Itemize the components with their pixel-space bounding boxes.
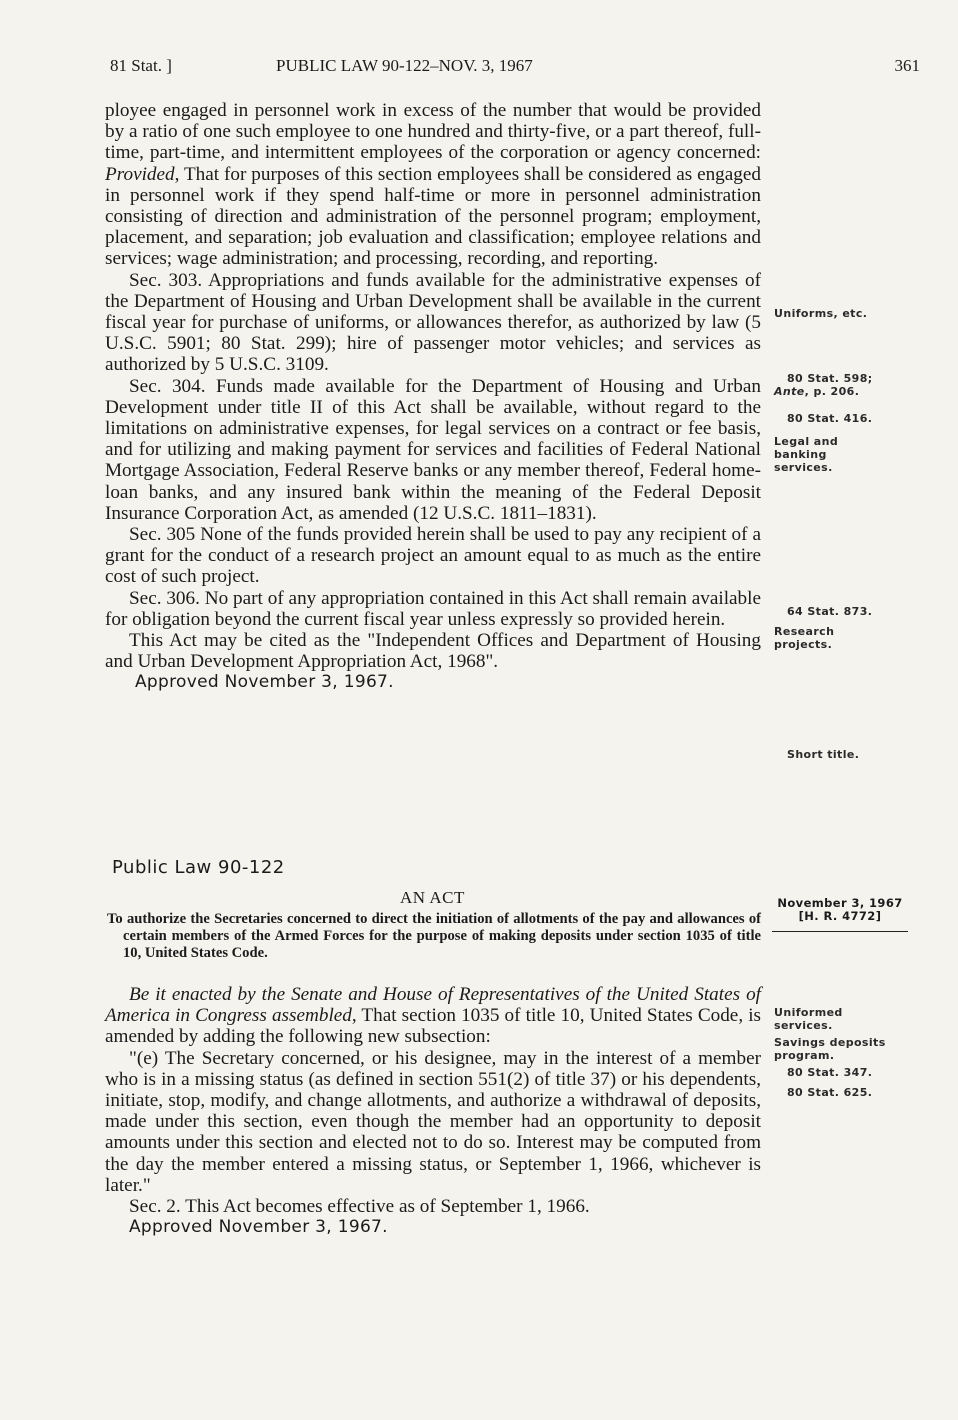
provided-italic: Provided xyxy=(105,163,175,185)
margin-note-legal: Legal and banking services. xyxy=(774,435,839,474)
act-purpose: To authorize the Secretaries concerned to direct the initiation of allotments of the pay and allowances of certain members of the Armed Forces for the purpose of making deposits under section 1035 of title 10, United States Code. xyxy=(107,911,761,962)
margin-stat-416: 80 Stat. 416. xyxy=(787,412,873,425)
margin-rule xyxy=(772,931,908,932)
section-304: Sec. 304. Funds made available for the Department of Housing and Urban Development under title II of this Act shall be available, without regard to the limitations on administrative expenses, for legal services on a contract or fee basis, and for utilizing and making payment for services and facilities of Federal National Mortgage Association, Federal Reserve banks or any member thereof, Federal home-loan banks, and any insured bank within the meaning of the Federal Deposit Insurance Corporation Act, as amended (12 U.S.C. 1811–1831). xyxy=(105,375,761,524)
margin-stat-347: 80 Stat. 347. xyxy=(787,1066,873,1079)
margin-ante: Ante xyxy=(774,385,805,398)
page-header xyxy=(110,56,920,80)
public-law-heading: Public Law 90-122 xyxy=(112,857,285,878)
statute-reference: 81 Stat. ] xyxy=(110,56,172,75)
subsection-e: "(e) The Secretary concerned, or his designee, may in the interest of a member who is in a missing status (as defined in section 551(2) of title 37) or his dependents, initiate, stop, modify, and change allotments, and authorize a withdrawal of deposits, made under this section, even though the member had an opportunity to deposit amounts under this section and elected not to do so. Interest may be computed from the day the member entered a missing status, or September 1, 1966, whichever is later." xyxy=(105,1047,761,1196)
margin-date: November 3, 1967 xyxy=(777,896,903,910)
margin-note-uniformed: Uniformed services. xyxy=(774,1006,843,1032)
margin-date-bill xyxy=(770,897,910,923)
page-number: 361 xyxy=(894,56,920,75)
running-title: PUBLIC LAW 90-122–NOV. 3, 1967 xyxy=(276,56,533,75)
section-306: Sec. 306. No part of any appropriation contained in this Act shall remain available for obligation beyond the current fiscal year unless expressly so provided herein. xyxy=(105,587,761,630)
main-text-part2 xyxy=(105,984,761,1238)
margin-bill-number: [H. R. 4772] xyxy=(798,909,882,923)
margin-note-citations: 80 Stat. 598; Ante, p. 206. xyxy=(774,372,914,398)
section-305: Sec. 305 None of the funds provided herein shall be used to pay any recipient of a grant for the conduct of a research project an amount equal to as much as the entire cost of such project. xyxy=(105,524,761,588)
section-303: Sec. 303. Appropriations and funds available for the administrative expenses of the Department of Housing and Urban Development shall be available in the current fiscal year for purchase of uniforms, or allowances therefor, as authorized by law (5 U.S.C. 5901; 80 Stat. 299); hire of passenger motor vehicles; and services as authorized by 5 U.S.C. 3109. xyxy=(105,269,761,376)
approved-line: Approved November 3, 1967. xyxy=(135,672,394,693)
approved-line-2: Approved November 3, 1967. xyxy=(129,1217,388,1238)
margin-note-savings: Savings deposits program. xyxy=(774,1036,886,1062)
section-2: Sec. 2. This Act becomes effective as of September 1, 1966. xyxy=(129,1196,590,1218)
margin-stat-625: 80 Stat. 625. xyxy=(787,1086,873,1099)
paragraph-continued: ployee engaged in personnel work in excess of the number that would be provided by a ratio of one such employee to one hundred and thirty-five, or a part thereof, full-time, part-time, and intermittent employees of the corporation or agency concerned: Provided, That for purposes of this section employees shall be considered as engaged in personnel work if they spend half-time or more in personnel administration consisting of direction and administration of the personnel program; employment, placement, and separation; job evaluation and classification; employee relations and services; wage administration; and processing, recording, and reporting. xyxy=(105,100,761,270)
margin-stat-598: 80 Stat. 598; xyxy=(787,372,873,385)
an-act-title: AN ACT xyxy=(400,888,465,907)
enacting-clause: Be it enacted by the Senate and House of Representatives of the United States of America in Congress assembled, That section 1035 of title 10, United States Code, is amended by adding the following new subsection: xyxy=(105,984,761,1048)
main-text-part1 xyxy=(105,100,761,694)
margin-stat-873: 64 Stat. 873. xyxy=(787,605,873,618)
margin-note-research: Research projects. xyxy=(774,625,835,651)
margin-note-short-title: Short title. xyxy=(787,748,860,761)
margin-note-uniforms: Uniforms, etc. xyxy=(774,307,868,320)
short-title-paragraph: This Act may be cited as the "Independent Offices and Department of Housing and Urban Development Appropriation Act, 1968". xyxy=(105,630,761,673)
